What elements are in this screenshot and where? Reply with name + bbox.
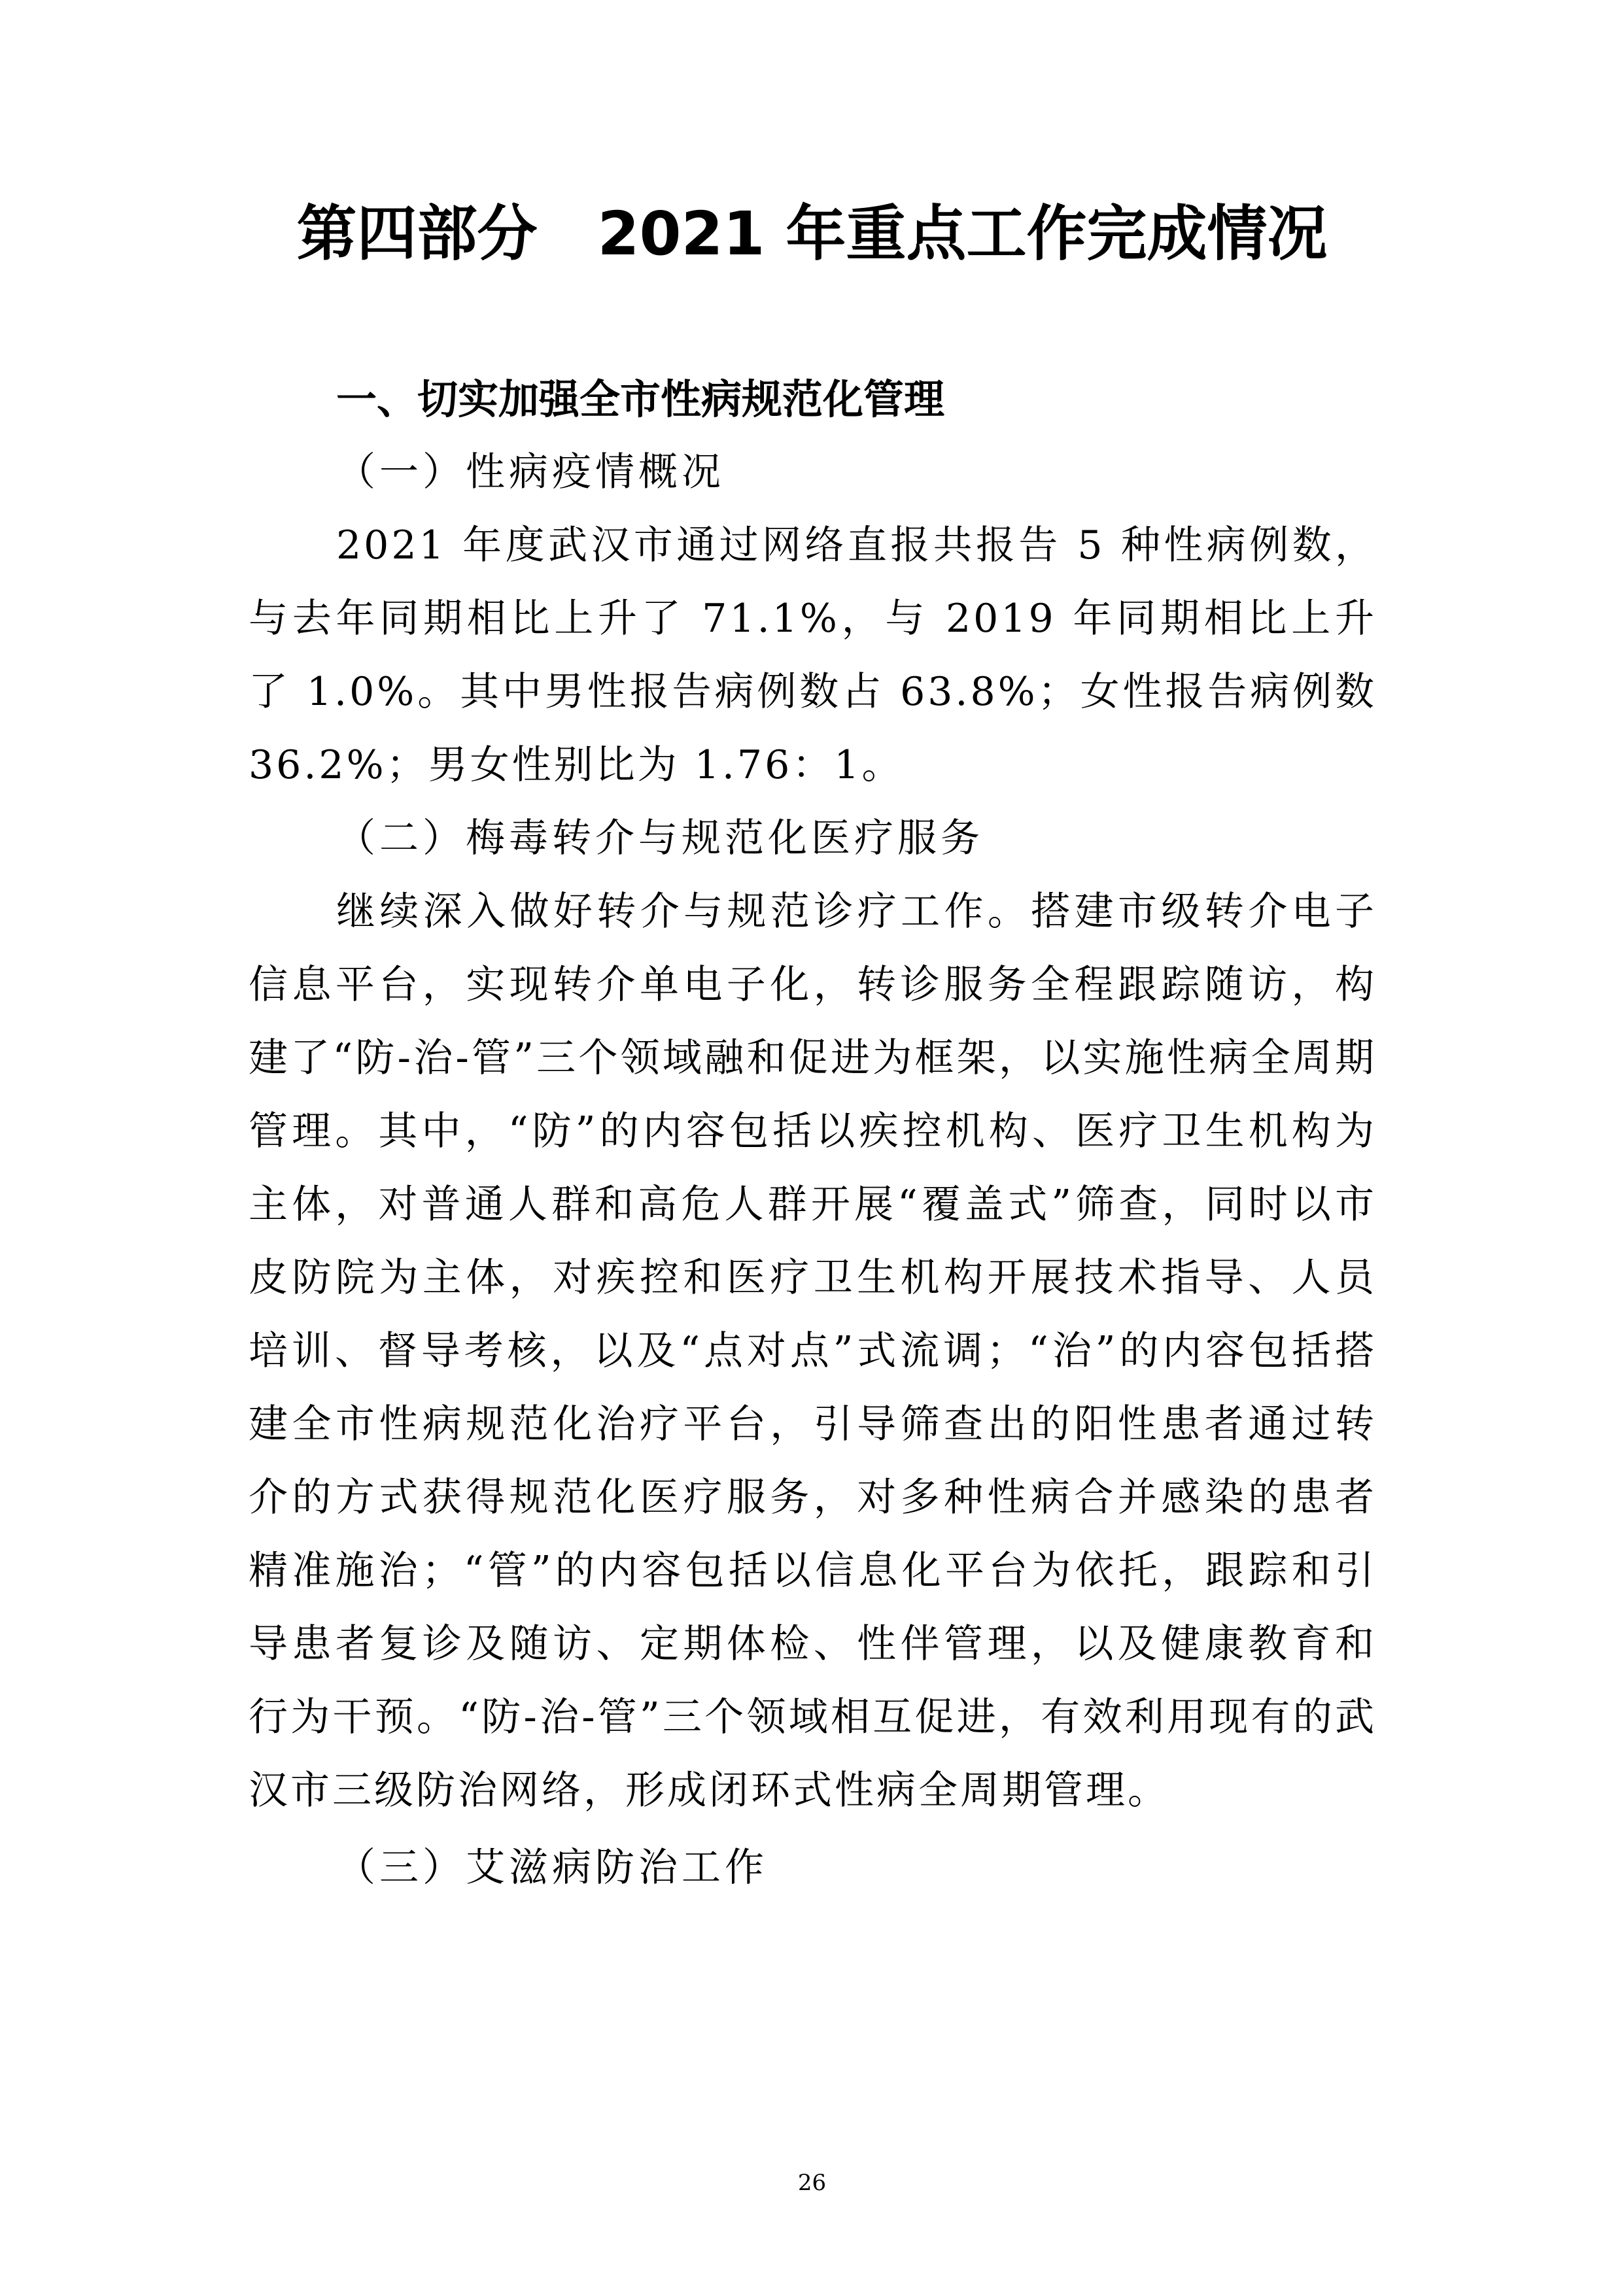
page-number: 26: [797, 2170, 827, 2196]
subsection-heading-3: （三）艾滋病防治工作: [336, 1845, 768, 1891]
section-heading: 一、切实加强全市性病规范化管理: [336, 375, 945, 423]
paragraph-epidemic-overview: 2021 年度武汉市通过网络直报共报告 5 种性病例数，与去年同期相比上升了 71.1%，与 2019 年同期相比上升了 1.0%。其中男性报告病例数占 63.8%；女性报告病例数 36.2%；男女性别比为 1.76：1。: [249, 523, 1377, 788]
subsection-heading-2: （二）梅毒转介与规范化医疗服务: [336, 815, 984, 861]
document-body: [249, 364, 1377, 1904]
page-title: 第四部分 2021 年重点工作完成情况: [296, 199, 1328, 269]
paragraph-referral-services: 继续深入做好转介与规范诊疗工作。搭建市级转介电子信息平台，实现转介单电子化，转诊服务全程跟踪随访，构建了“防-治-管”三个领域融和促进为框架，以实施性病全周期管理。其中，“防”的内容包括以疾控机构、医疗卫生机构为主体，对普通人群和高危人群开展“覆盖式”筛查，同时以市皮防院为主体，对疾控和医疗卫生机构开展技术指导、人员培训、督导考核，以及“点对点”式流调；“治”的内容包括搭建全市性病规范化治疗平台，引导筛查出的阳性患者通过转介的方式获得规范化医疗服务，对多种性病合并感染的患者精准施治；“管”的内容包括以信息化平台为依托，跟踪和引导患者复诊及随访、定期体检、性伴管理，以及健康教育和行为干预。“防-治-管”三个领域相互促进，有效利用现有的武汉市三级防治网络，形成闭环式性病全周期管理。: [249, 889, 1377, 1813]
subsection-heading-1: （一）性病疫情概况: [336, 449, 725, 495]
